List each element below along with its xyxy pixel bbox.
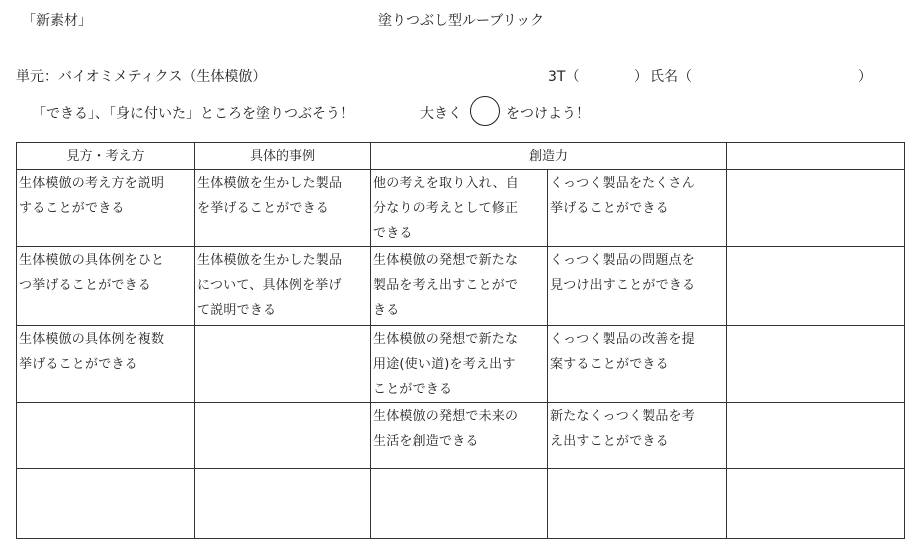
rubric-table xyxy=(16,142,905,539)
class-field-close: ） xyxy=(634,69,648,85)
rubric-header-row xyxy=(17,143,905,170)
table-cell: 生体模倣の考え方を説明 することができる xyxy=(17,170,195,247)
header-creativity: 創造力 xyxy=(371,143,727,170)
table-cell xyxy=(727,403,905,469)
table-row xyxy=(17,469,905,539)
table-cell: 他の考えを取り入れ、自 分なりの考えとして修正 できる xyxy=(371,170,548,247)
table-cell xyxy=(195,326,371,403)
class-field-label: 3T（ xyxy=(548,69,580,85)
instruction-circle-tail: をつけよう！ xyxy=(506,106,590,122)
header-blank xyxy=(727,143,905,170)
table-row xyxy=(17,247,905,326)
table-cell xyxy=(17,469,195,539)
material-tag: 「新素材」 xyxy=(22,13,92,29)
unit-line: 単元：バイオミメティクス（生体模倣） xyxy=(16,69,267,85)
table-cell xyxy=(548,469,727,539)
table-cell: 生体模倣の具体例を複数 挙げることができる xyxy=(17,326,195,403)
instruction-circle-lead: 大きく xyxy=(420,106,462,122)
table-cell: くっつく製品の改善を提 案することができる xyxy=(548,326,727,403)
table-cell: 生体模倣を生かした製品 を挙げることができる xyxy=(195,170,371,247)
table-cell xyxy=(727,469,905,539)
table-cell xyxy=(727,170,905,247)
page-title: 塗りつぶし型ルーブリック xyxy=(378,13,545,29)
table-cell: 生体模倣の発想で新たな 用途(使い道)を考え出す ことができる xyxy=(371,326,548,403)
table-cell: くっつく製品の問題点を 見つけ出すことができる xyxy=(548,247,727,326)
name-field-label: 氏名（ xyxy=(650,69,692,85)
header-viewpoint: 見方・考え方 xyxy=(17,143,195,170)
table-cell: くっつく製品をたくさん 挙げることができる xyxy=(548,170,727,247)
table-cell: 生体模倣の具体例をひと つ挙げることができる xyxy=(17,247,195,326)
header-concrete-examples: 具体的事例 xyxy=(195,143,371,170)
table-cell xyxy=(17,403,195,469)
circle-mark-icon xyxy=(470,96,500,126)
table-cell: 生体模倣を生かした製品 について、具体例を挙げ て説明できる xyxy=(195,247,371,326)
table-cell: 新たなくっつく製品を考 え出すことができる xyxy=(548,403,727,469)
table-cell: 生体模倣の発想で新たな 製品を考え出すことがで きる xyxy=(371,247,548,326)
table-cell xyxy=(727,247,905,326)
table-cell: 生体模倣の発想で未来の 生活を創造できる xyxy=(371,403,548,469)
table-cell xyxy=(727,326,905,403)
table-row xyxy=(17,170,905,247)
table-cell xyxy=(195,469,371,539)
instruction-text: 「できる」、「身に付いた」ところを塗りつぶそう！ xyxy=(32,106,354,122)
table-row xyxy=(17,326,905,403)
table-cell xyxy=(195,403,371,469)
name-field-close: ） xyxy=(858,69,872,85)
table-cell xyxy=(371,469,548,539)
table-row xyxy=(17,403,905,469)
